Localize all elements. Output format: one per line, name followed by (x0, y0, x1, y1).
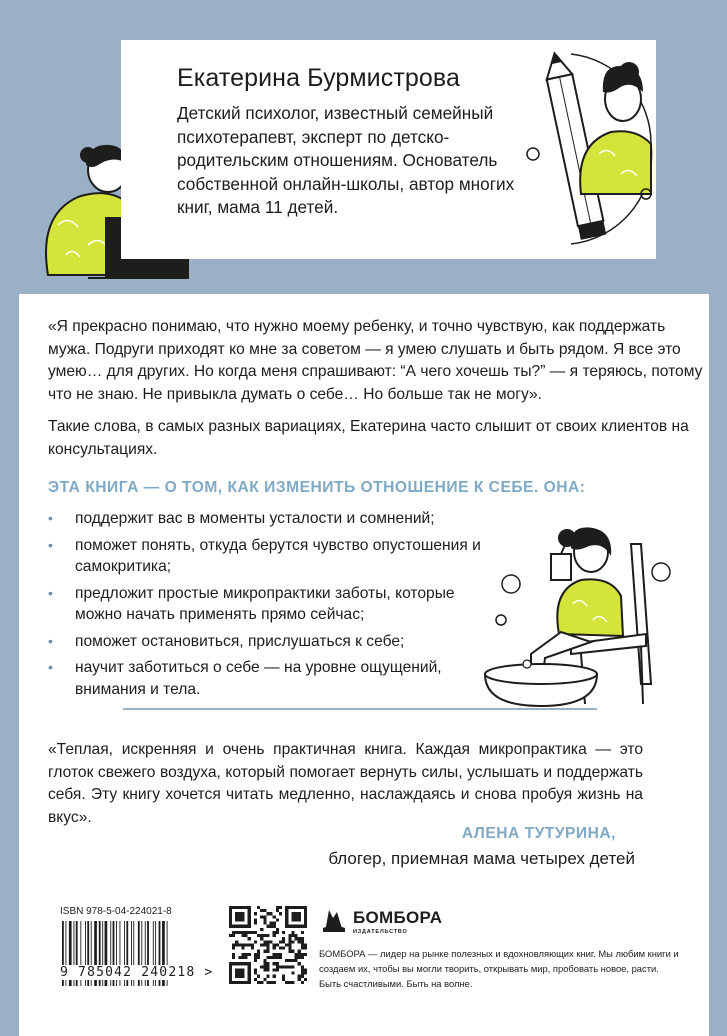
qr-module (235, 940, 238, 943)
qr-module (266, 912, 269, 915)
qr-module (238, 943, 241, 946)
qr-module (276, 965, 279, 968)
qr-module (266, 968, 269, 971)
qr-module (279, 912, 282, 915)
qr-module (282, 965, 285, 968)
woman-chair-illustration (481, 524, 676, 709)
qr-module (257, 975, 260, 978)
qr-module (260, 981, 263, 984)
qr-module (298, 975, 301, 978)
qr-module (276, 909, 279, 912)
bullet-icon: • (48, 536, 53, 553)
qr-module (263, 922, 266, 925)
qr-code (229, 906, 307, 984)
qr-module (288, 934, 291, 937)
qr-module (285, 981, 288, 984)
main-card (19, 294, 709, 1036)
publisher-sub: ИЗДАТЕЛЬСТВО (353, 929, 408, 935)
author-card (121, 40, 656, 259)
qr-module (273, 962, 276, 965)
qr-module (232, 931, 235, 934)
reviewer-name: АЛЕНА ТУТУРИНА, (461, 825, 616, 842)
qr-module (260, 934, 263, 937)
qr-module (248, 931, 251, 934)
qr-module (235, 931, 238, 934)
publisher-name: БОМБОРА (353, 908, 443, 927)
qr-module (295, 956, 298, 959)
qr-module (241, 931, 244, 934)
qr-module (260, 937, 263, 940)
qr-module (254, 968, 257, 971)
qr-module (257, 906, 260, 909)
qr-module (288, 965, 291, 968)
qr-module (285, 959, 288, 962)
list-item: • поможет остановиться, прислушаться к себе; (48, 631, 488, 653)
qr-module (279, 906, 282, 909)
opening-quote: «Я прекрасно понимаю, что нужно моему ребенку, и точно чувствую, как поддержать мужа. Подруги приходят ко мне за советом — я умею слушать и быть рядом. Я все это умею… для других. Но когда меня спрашивают: “А чего хочешь ты?” — я теряюсь, потому что не знаю. Не привыкла думать о себе… Но больше так не могу». (48, 318, 703, 403)
qr-module (241, 947, 244, 950)
qr-module (288, 943, 291, 946)
qr-module (254, 940, 257, 943)
qr-module (232, 934, 235, 937)
qr-module (291, 950, 294, 953)
list-item: • предложит простые микропрактики заботы, которые можно начать применять прямо сейчас; (48, 583, 488, 626)
qr-module (266, 962, 269, 965)
qr-module (266, 950, 269, 953)
intro-note: Такие слова, в самых разных вариациях, Екатерина часто слышит от своих клиентов на консультациях. (48, 418, 689, 458)
qr-module (273, 968, 276, 971)
qr-module (282, 947, 285, 950)
review-quote: «Теплая, искренняя и очень практичная книга. Каждая микропрактика — это глоток свежего воздуха, который помогает вернуть силы, услышать и поддержать себя. Эту книгу хочется читать медленно, наслаждаясь и снова пробуя жизнь на вкус». (48, 741, 643, 826)
qr-module (257, 956, 260, 959)
qr-module (260, 915, 263, 918)
qr-module (266, 981, 269, 984)
qr-module (273, 956, 276, 959)
qr-module (263, 968, 266, 971)
qr-module (301, 972, 304, 975)
qr-module (257, 981, 260, 984)
qr-module (263, 918, 266, 921)
qr-module (301, 981, 304, 984)
qr-module (288, 959, 291, 962)
benefits-list (48, 508, 488, 705)
qr-module (288, 950, 291, 953)
bullet-icon: • (48, 659, 53, 675)
qr-module (248, 943, 251, 946)
qr-module (266, 965, 269, 968)
qr-module (257, 934, 260, 937)
qr-module (301, 956, 304, 959)
qr-module (260, 965, 263, 968)
qr-module (288, 940, 291, 943)
qr-module (270, 922, 273, 925)
section-heading: ЭТА КНИГА — О ТОМ, КАК ИЗМЕНИТЬ ОТНОШЕНИЕ К СЕБЕ. ОНА: (48, 479, 586, 496)
qr-module (279, 956, 282, 959)
qr-module (254, 959, 257, 962)
bullet-icon: • (48, 510, 53, 526)
qr-module (263, 943, 266, 946)
qr-module (241, 943, 244, 946)
list-item: • поддержит вас в моменты усталости и сомнений; (48, 508, 488, 530)
qr-module (276, 968, 279, 971)
list-item: • поможет понять, откуда берутся чувство опустошения и самокритика; (48, 535, 488, 578)
qr-module (263, 950, 266, 953)
qr-module (279, 940, 282, 943)
qr-module (282, 931, 285, 934)
qr-module (263, 959, 266, 962)
qr-module (279, 947, 282, 950)
qr-module (232, 947, 235, 950)
qr-module (263, 940, 266, 943)
qr-module (263, 978, 266, 981)
isbn: ISBN 978-5-04-224021-8 (60, 906, 172, 917)
qr-module (266, 975, 269, 978)
qr-module (304, 968, 307, 971)
qr-module (263, 962, 266, 965)
qr-module (291, 912, 300, 921)
qr-module (301, 965, 304, 968)
qr-module (251, 931, 254, 934)
qr-module (266, 934, 269, 937)
qr-module (273, 981, 276, 984)
qr-module (304, 943, 307, 946)
qr-module (257, 953, 260, 956)
qr-module (276, 953, 279, 956)
qr-module (273, 943, 276, 946)
barcode-digits: 9 785042 240218 > (60, 965, 214, 980)
qr-module (263, 934, 266, 937)
qr-module (291, 972, 294, 975)
qr-module (266, 943, 269, 946)
qr-module (254, 918, 257, 921)
qr-module (295, 934, 298, 937)
qr-module (241, 934, 244, 937)
bullet-icon: • (48, 632, 53, 649)
qr-module (257, 950, 260, 953)
qr-module (298, 962, 301, 965)
qr-module (245, 956, 248, 959)
qr-module (270, 912, 273, 915)
qr-module (276, 962, 279, 965)
qr-module (291, 931, 294, 934)
qr-module (291, 965, 294, 968)
qr-module (260, 943, 263, 946)
qr-module (301, 975, 304, 978)
qr-module (282, 940, 285, 943)
qr-module (288, 981, 291, 984)
qr-module (298, 940, 301, 943)
author-name: Екатерина Бурмистрова (177, 64, 461, 92)
qr-module (248, 953, 251, 956)
woman-pencil-illustration (511, 44, 656, 259)
qr-module (298, 950, 301, 953)
qr-module (285, 965, 288, 968)
qr-module (241, 953, 244, 956)
qr-module (301, 943, 304, 946)
qr-module (235, 943, 238, 946)
qr-module (273, 922, 276, 925)
qr-module (273, 947, 276, 950)
publisher-description: БОМБОРА — лидер на рынке полезных и вдохновляющих книг. Мы любим книги и создаем их, чтобы вы могли творить, открывать мир, пробовать новое, расти. Быть счастливыми. Быть на волне. (319, 948, 679, 989)
qr-module (301, 968, 304, 971)
qr-module (273, 934, 276, 937)
qr-module (276, 943, 279, 946)
qr-module (291, 934, 294, 937)
qr-module (266, 956, 269, 959)
qr-module (276, 918, 279, 921)
qr-module (301, 940, 304, 943)
qr-module (301, 947, 304, 950)
qr-module (279, 965, 282, 968)
qr-module (254, 922, 257, 925)
qr-module (295, 953, 298, 956)
qr-module (254, 956, 257, 959)
qr-module (282, 975, 285, 978)
qr-module (241, 956, 244, 959)
qr-module (291, 959, 294, 962)
qr-module (266, 947, 269, 950)
qr-module (295, 937, 298, 940)
qr-module (232, 943, 235, 946)
qr-module (291, 981, 294, 984)
qr-module (270, 925, 273, 928)
qr-module (304, 978, 307, 981)
list-item: • научит заботиться о себе — на уровне ощущений, внимания и тела. (48, 657, 488, 700)
qr-module (301, 931, 304, 934)
qr-module (270, 981, 273, 984)
qr-module (273, 975, 276, 978)
qr-module (282, 937, 285, 940)
qr-module (276, 928, 279, 931)
qr-module (232, 956, 235, 959)
qr-module (266, 940, 269, 943)
qr-module (285, 943, 288, 946)
qr-module (229, 934, 232, 937)
qr-module (245, 934, 248, 937)
qr-module (232, 953, 235, 956)
qr-module (245, 943, 248, 946)
qr-module (298, 953, 301, 956)
qr-module (251, 943, 254, 946)
qr-module (279, 953, 282, 956)
qr-module (273, 925, 276, 928)
qr-module (235, 912, 244, 921)
qr-module (273, 931, 276, 934)
bullet-icon: • (48, 584, 53, 601)
qr-module (270, 940, 273, 943)
qr-module (291, 940, 294, 943)
qr-module (298, 956, 301, 959)
qr-module (263, 965, 266, 968)
qr-module (248, 937, 251, 940)
qr-module (276, 906, 279, 909)
bombora-logo (319, 906, 349, 936)
divider (123, 708, 597, 710)
qr-module (245, 953, 248, 956)
qr-module (266, 925, 269, 928)
qr-module (288, 937, 291, 940)
qr-module (263, 915, 266, 918)
qr-module (254, 912, 257, 915)
qr-module (235, 968, 244, 977)
qr-module (273, 953, 276, 956)
qr-module (245, 931, 248, 934)
qr-module (263, 909, 266, 912)
qr-module (295, 959, 298, 962)
qr-module (273, 915, 276, 918)
qr-module (270, 956, 273, 959)
qr-module (298, 978, 301, 981)
qr-module (254, 972, 257, 975)
qr-module (301, 937, 304, 940)
qr-module (254, 978, 257, 981)
qr-module (276, 931, 279, 934)
qr-module (304, 953, 307, 956)
qr-module (238, 931, 241, 934)
qr-module (254, 953, 257, 956)
qr-module (276, 956, 279, 959)
qr-module (251, 947, 254, 950)
qr-module (260, 909, 263, 912)
qr-module (304, 947, 307, 950)
author-bio: Детский психолог, известный семейный психотерапевт, эксперт по детско-родительским отношениям. Основатель собственной онлайн-школы, автор многих книг, мама 11 детей. (177, 103, 515, 217)
qr-module (260, 928, 263, 931)
qr-module (282, 978, 285, 981)
qr-module (301, 953, 304, 956)
qr-module (304, 972, 307, 975)
qr-module (254, 931, 257, 934)
qr-module (238, 956, 241, 959)
qr-module (288, 947, 291, 950)
qr-module (298, 937, 301, 940)
reviewer-role: блогер, приемная мама четырех детей (328, 849, 635, 868)
